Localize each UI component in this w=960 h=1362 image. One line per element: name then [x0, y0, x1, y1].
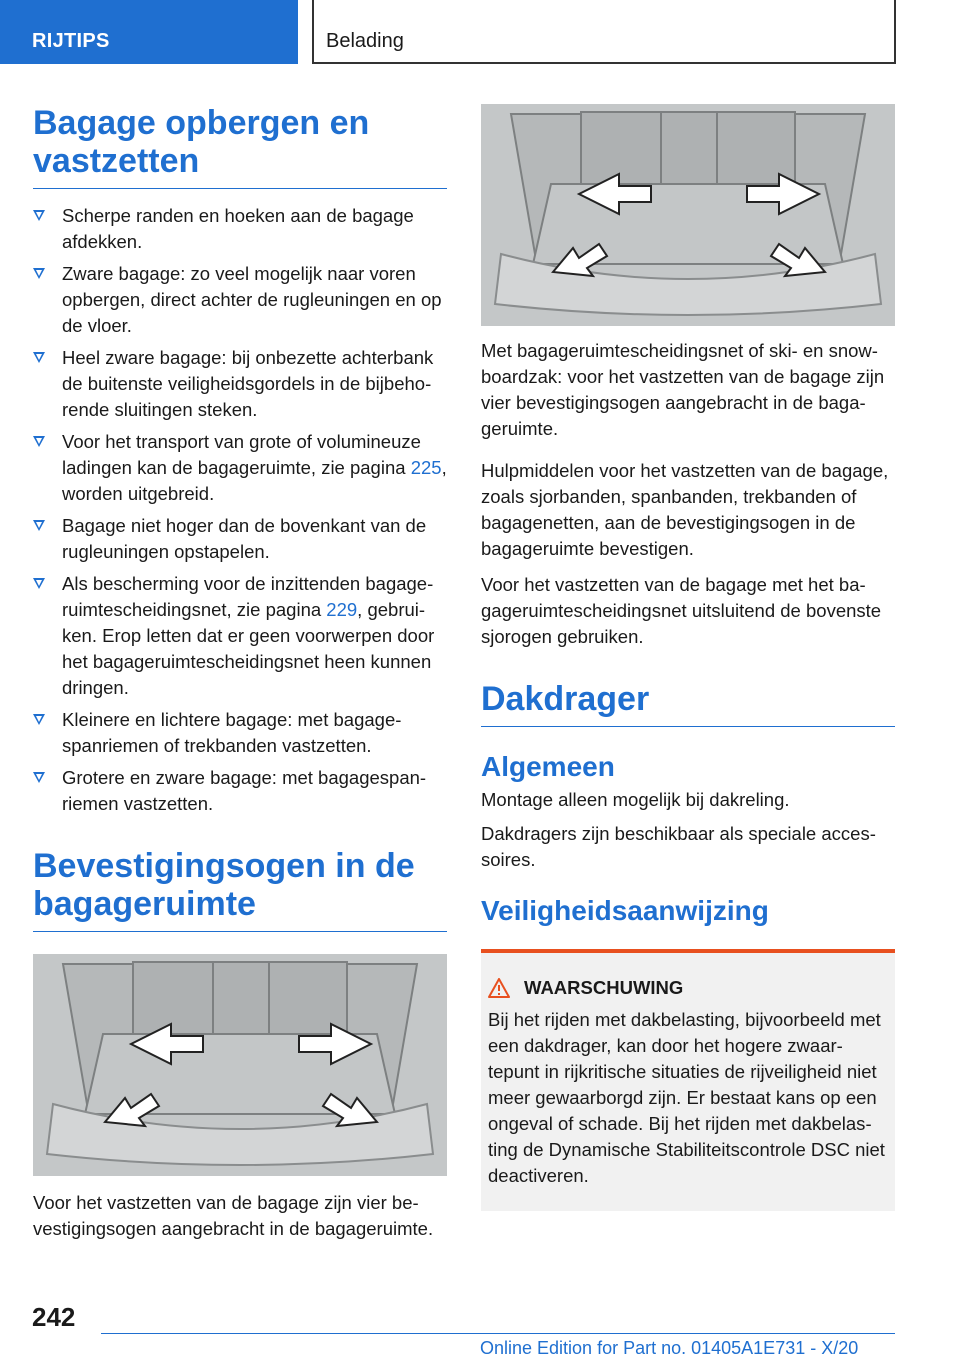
bullet-triangle-icon [33, 352, 45, 363]
bullet-triangle-icon [33, 578, 45, 589]
warning-text: Bij het rijden met dakbelasting, bijvoorbeeld met een dakdrager, kan door het hogere zwaartepunt in rijkritische situaties de rijveiligheid niet meer gewaarborgd zijn. Er bestaat kans op een ongeval of schade. Bij het rijden met dakbelasting de Dynamische Stabiliteitscontrole DSC niet deactiveren. [488, 1009, 885, 1186]
bullet-triangle-icon [33, 268, 45, 279]
paragraph-hulpmiddelen: Hulpmiddelen voor het vastzetten van de bagage, zoals sjorbanden, spanbanden, trekbanden of bagagenetten, aan de bevestigingsogen in de bagageruimte bevestigen. [481, 460, 889, 559]
paragraph-montage: Montage alleen mogelijk bij dakreling. [481, 789, 790, 810]
trunk-photo-right [481, 104, 895, 326]
list-item: Heel zware bagage: bij onbezette achterbank de buitenste veiligheidsgordels in de bijbehorende sluitingen steken. [33, 345, 447, 423]
heading-bagage-opbergen: Bagage opbergen en vastzetten [33, 104, 447, 189]
caption-bevestigingsogen: Voor het vastzetten van de bagage zijn vier bevestigingsogen aangebracht in de bagageruimte. [33, 1192, 434, 1239]
bullet-triangle-icon [33, 436, 45, 447]
warning-title-text: WAARSCHUWING [524, 977, 684, 998]
bullet-list [33, 203, 447, 817]
list-item: Bagage niet hoger dan de bovenkant van de rugleuningen opstapelen. [33, 513, 447, 565]
paragraph-sjorogen: Voor het vastzetten van de bagage met het bagageruimtescheidingsnet uitsluitend de bovenste sjorogen gebruiken. [481, 574, 882, 647]
list-item: Grotere en zware bagage: met bagagespanriemen vastzetten. [33, 765, 447, 817]
trunk-illustration [481, 104, 895, 326]
bullet-triangle-icon [33, 714, 45, 725]
right-column [481, 104, 895, 1211]
section-label: RIJTIPS [32, 30, 110, 52]
left-column [33, 104, 447, 1242]
page-link-229[interactable]: 229 [326, 599, 358, 620]
chapter-tab [312, 0, 896, 64]
list-item: Scherpe randen en hoeken aan de bagage afdekken. [33, 203, 447, 255]
chapter-label: Belading [326, 30, 404, 52]
trunk-illustration [33, 954, 447, 1176]
list-item: Kleinere en lichtere bagage: met bagagespanriemen of trekbanden vastzetten. [33, 707, 447, 759]
section-tab [0, 0, 298, 64]
warning-box [481, 949, 895, 1211]
paragraph-net: Met bagageruimtescheidingsnet of ski- en snowboardzak: voor het vastzetten van de bagage zijn vier bevestigingsogen aangebracht in de bagageruimte. [481, 340, 885, 439]
list-item: Zware bagage: zo veel mogelijk naar voren opbergen, direct achter de rugleuningen en op de vloer. [33, 261, 447, 339]
list-item: Voor het transport van grote of volumineuze ladingen kan de bagageruimte, zie pagina 225, worden uitgebreid. [33, 429, 447, 507]
trunk-photo-left [33, 954, 447, 1176]
bullet-triangle-icon [33, 772, 45, 783]
bullet-triangle-icon [33, 520, 45, 531]
warning-title [488, 977, 888, 999]
bullet-triangle-icon [33, 210, 45, 221]
heading-algemeen: Algemeen [481, 751, 615, 782]
heading-bevestigingsogen: Bevestigingsogen in de bagageruimte [33, 847, 447, 932]
paragraph-accessoires: Dakdragers zijn beschikbaar als speciale accessoires. [481, 823, 876, 870]
warning-triangle-icon [488, 978, 510, 998]
footer-edition: Online Edition for Part no. 01405A1E731 - X/20 [480, 1338, 859, 1358]
heading-dakdrager: Dakdrager [481, 680, 895, 727]
footer-rule [101, 1333, 895, 1334]
page-link-225[interactable]: 225 [410, 457, 442, 478]
heading-veiligheidsaanwijzing: Veiligheidsaanwijzing [481, 895, 769, 926]
list-item: Als bescherming voor de inzittenden bagageruimtescheidingsnet, zie pagina 229, gebruiken. Erop letten dat er geen voorwerpen door het bagageruimtescheidingsnet heen kunnen dringen. [33, 571, 447, 701]
page-number: 242 [32, 1302, 76, 1332]
